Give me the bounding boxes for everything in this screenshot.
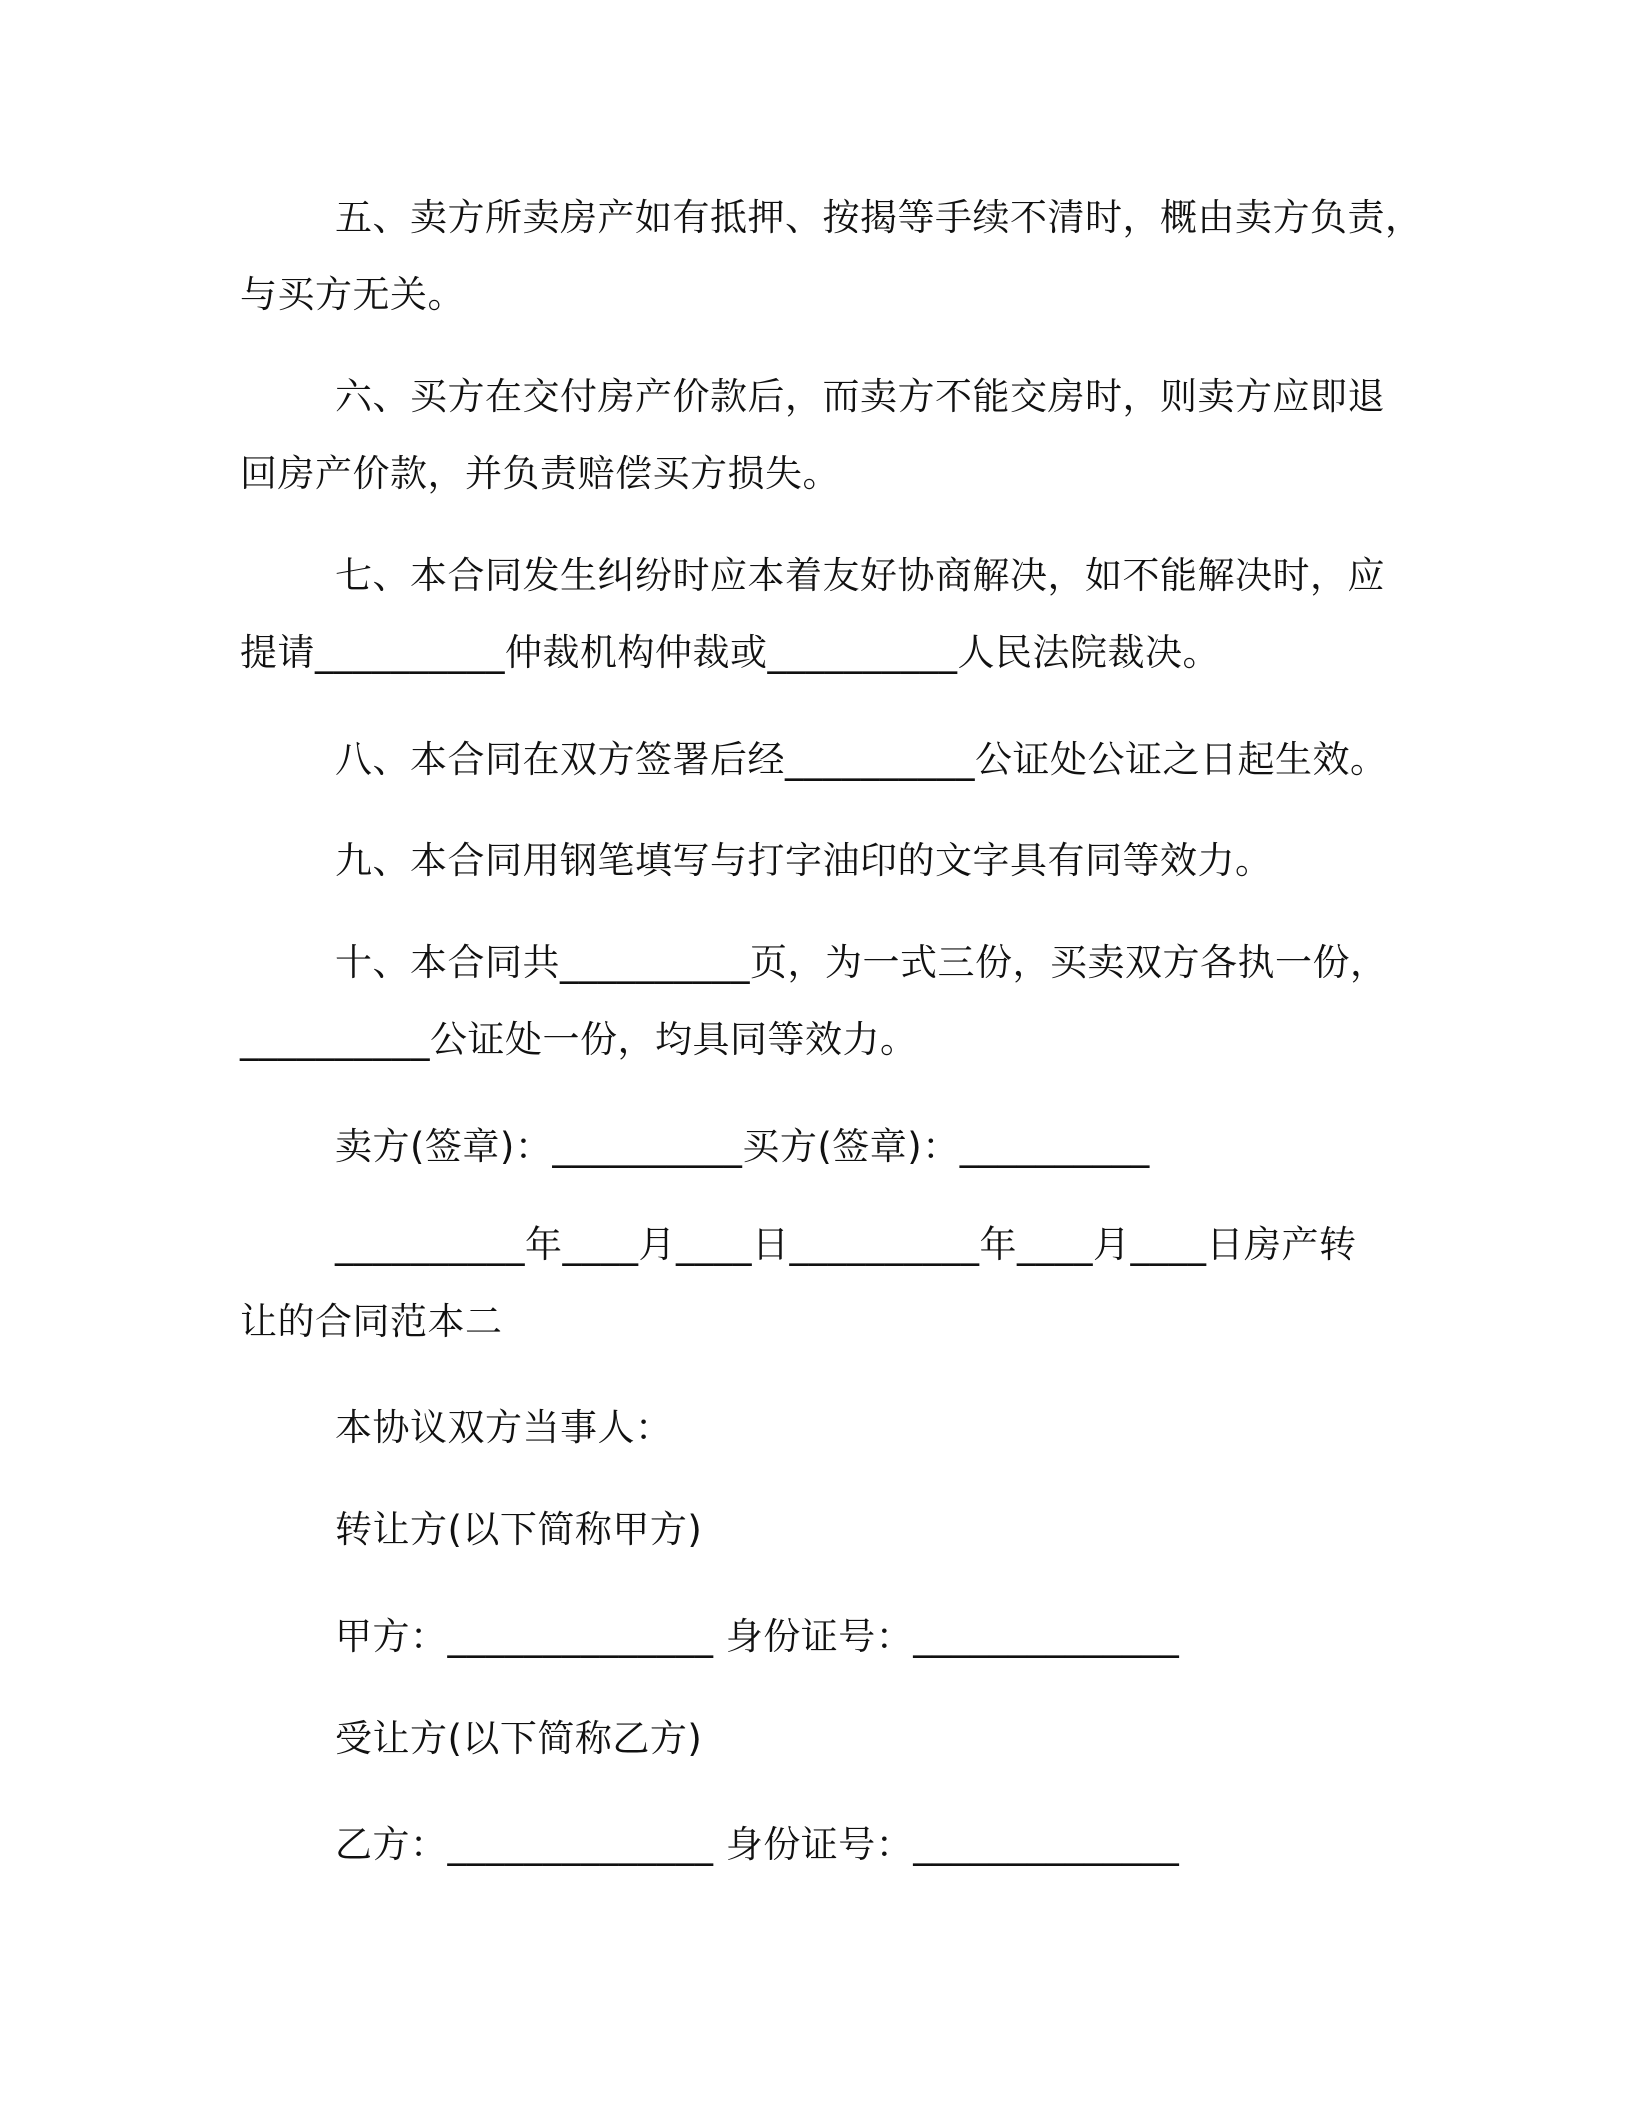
parties-intro: 本协议双方当事人： [335,1406,673,1449]
transferee-heading: 受让方(以下简称乙方) [335,1717,703,1760]
clause-5-line-2: 与买方无关。 [240,273,465,316]
party-b-line: 乙方：______________ 身份证号：______________ [335,1823,1180,1866]
party-a-line: 甲方：______________ 身份证号：______________ [335,1615,1180,1658]
clause-6-line-1: 六、买方在交付房产价款后，而卖方不能交房时，则卖方应即退 [335,375,1385,418]
clause-10-line-2: __________公证处一份，均具同等效力。 [240,1018,918,1061]
clause-6-line-2: 回房产价款，并负责赔偿买方损失。 [240,452,840,495]
clause-10-line-1: 十、本合同共__________页，为一式三份，买卖双方各执一份， [335,941,1388,984]
transferor-heading: 转让方(以下简称甲方) [335,1508,703,1551]
signature-line: 卖方(签章)：__________买方(签章)：__________ [335,1125,1150,1168]
clause-7-line-2: 提请__________仲裁机构仲裁或__________人民法院裁决。 [240,631,1220,674]
clause-8-line-1: 八、本合同在双方签署后经__________公证处公证之日起生效。 [335,738,1388,781]
clause-5-line-1: 五、卖方所卖房产如有抵押、按揭等手续不清时，概由卖方负责， [335,196,1423,239]
contract-title-line: 让的合同范本二 [240,1300,503,1343]
date-line: __________年____月____日__________年____月____日房产转 [335,1223,1357,1266]
clause-7-line-1: 七、本合同发生纠纷时应本着友好协商解决，如不能解决时，应 [335,554,1385,597]
clause-9-line-1: 九、本合同用钢笔填写与打字油印的文字具有同等效力。 [335,839,1273,882]
